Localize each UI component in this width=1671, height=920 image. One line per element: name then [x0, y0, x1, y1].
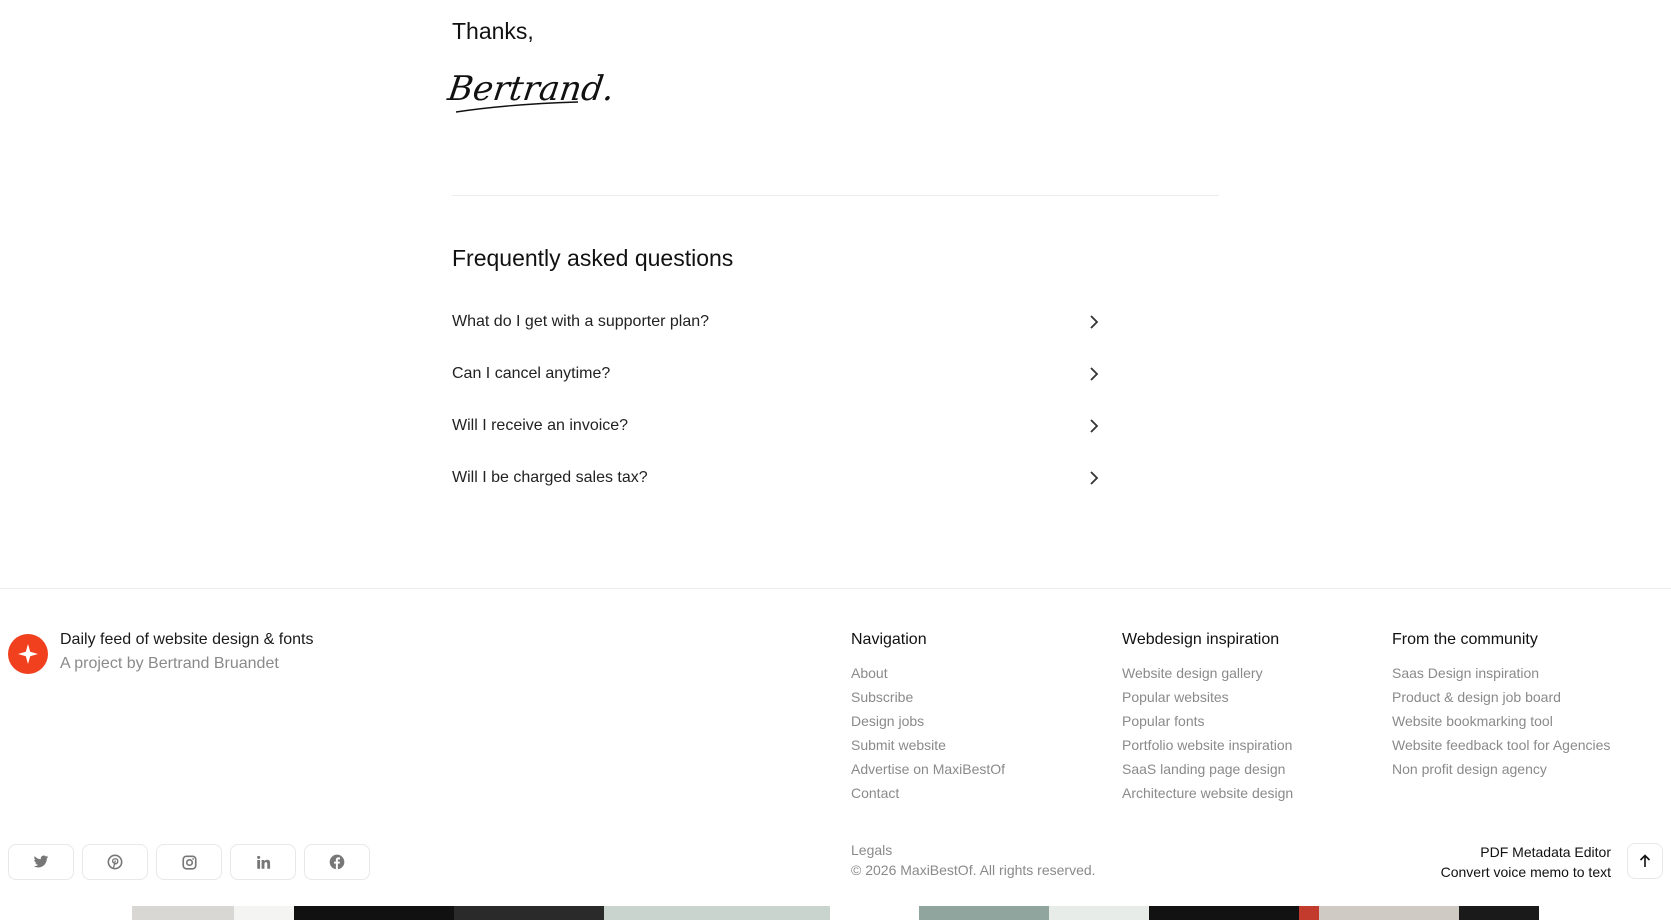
faq-question: Will I receive an invoice?	[452, 417, 629, 434]
thanks-text: Thanks,	[452, 18, 534, 44]
faq-question: Will I be charged sales tax?	[452, 469, 648, 486]
twitter-icon	[33, 855, 49, 869]
thumbnail[interactable]	[1299, 906, 1319, 920]
footer-link[interactable]: Architecture website design	[1122, 785, 1294, 801]
footer-link[interactable]: Non profit design agency	[1392, 761, 1547, 777]
footer-link[interactable]: Product & design job board	[1392, 689, 1561, 705]
svg-text:Bertrand.: Bertrand.	[445, 69, 617, 109]
column-title: From the community	[1392, 631, 1538, 648]
facebook-button[interactable]	[304, 844, 370, 880]
footer-link-design-jobs[interactable]: Design jobs	[851, 713, 925, 729]
footer-column-navigation	[851, 631, 1005, 807]
instagram-button[interactable]	[156, 844, 222, 880]
footer-link[interactable]: Popular fonts	[1122, 713, 1205, 729]
footer-link[interactable]: Website feedback tool for Agencies	[1392, 737, 1611, 753]
promo-link-voice-memo[interactable]: Convert voice memo to text	[1440, 864, 1611, 880]
footer-column-community	[1392, 631, 1610, 783]
thumbnail[interactable]	[830, 906, 919, 920]
footer-link[interactable]: Website design gallery	[1122, 665, 1263, 681]
column-title: Webdesign inspiration	[1122, 631, 1280, 648]
faq-item[interactable]	[452, 296, 1102, 348]
footer-link-submit-website[interactable]: Submit website	[851, 737, 946, 753]
chevron-right-icon	[1086, 314, 1102, 330]
thumbnail[interactable]	[234, 906, 294, 920]
sparkle-icon	[17, 643, 39, 665]
chevron-right-icon	[1086, 470, 1102, 486]
promo-link-pdf-metadata[interactable]: PDF Metadata Editor	[1480, 844, 1611, 860]
footer-link-contact[interactable]: Contact	[851, 785, 900, 801]
pinterest-icon	[107, 854, 123, 870]
thumbnail[interactable]	[919, 906, 1049, 920]
footer-column-webdesign	[1122, 631, 1293, 807]
footer-link-advertise[interactable]: Advertise on MaxiBestOf	[851, 761, 1006, 777]
thumbnail[interactable]	[604, 906, 830, 920]
brand-subtitle: A project by Bertrand Bruandet	[60, 655, 279, 672]
footer-link[interactable]: Portfolio website inspiration	[1122, 737, 1293, 753]
footer-link-about[interactable]: About	[851, 665, 888, 681]
thumbnail[interactable]	[1459, 906, 1539, 920]
promo-links	[1441, 842, 1611, 882]
footer-link[interactable]: Saas Design inspiration	[1392, 665, 1540, 681]
thumbnail[interactable]	[454, 906, 604, 920]
faq-question: Can I cancel anytime?	[452, 365, 611, 382]
signature-image	[445, 62, 617, 116]
thumbnail[interactable]	[1149, 906, 1299, 920]
pinterest-button[interactable]	[82, 844, 148, 880]
footer-divider	[0, 588, 1671, 589]
footer-link[interactable]: Website bookmarking tool	[1392, 713, 1553, 729]
twitter-button[interactable]	[8, 844, 74, 880]
linkedin-button[interactable]	[230, 844, 296, 880]
brand-logo[interactable]	[8, 634, 48, 674]
faq-question: What do I get with a supporter plan?	[452, 313, 710, 330]
instagram-icon	[182, 855, 197, 870]
faq-item[interactable]	[452, 400, 1102, 452]
social-links	[8, 844, 370, 880]
copyright-text: © 2026 MaxiBestOf. All rights reserved.	[851, 862, 1096, 878]
faq-title: Frequently asked questions	[452, 245, 734, 271]
legals-link[interactable]: Legals	[851, 842, 893, 858]
chevron-right-icon	[1086, 366, 1102, 382]
section-divider	[452, 195, 1219, 196]
back-to-top-button[interactable]	[1627, 843, 1663, 879]
faq-item[interactable]	[452, 452, 1102, 504]
thumbnail[interactable]	[294, 906, 454, 920]
linkedin-icon	[256, 855, 271, 870]
arrow-up-icon	[1639, 854, 1651, 868]
footer-link-subscribe[interactable]: Subscribe	[851, 689, 914, 705]
faq-item[interactable]	[452, 348, 1102, 400]
thumbnail[interactable]	[1049, 906, 1149, 920]
footer-link[interactable]: SaaS landing page design	[1122, 761, 1286, 777]
facebook-icon	[329, 854, 345, 870]
thumbnail[interactable]	[1319, 906, 1459, 920]
brand-title: Daily feed of website design & fonts	[60, 631, 314, 648]
thumbnail[interactable]	[132, 906, 234, 920]
chevron-right-icon	[1086, 418, 1102, 434]
faq-list	[452, 296, 1102, 504]
footer-link[interactable]: Popular websites	[1122, 689, 1229, 705]
column-title: Navigation	[851, 631, 927, 648]
website-thumbnails-strip	[132, 906, 1539, 920]
